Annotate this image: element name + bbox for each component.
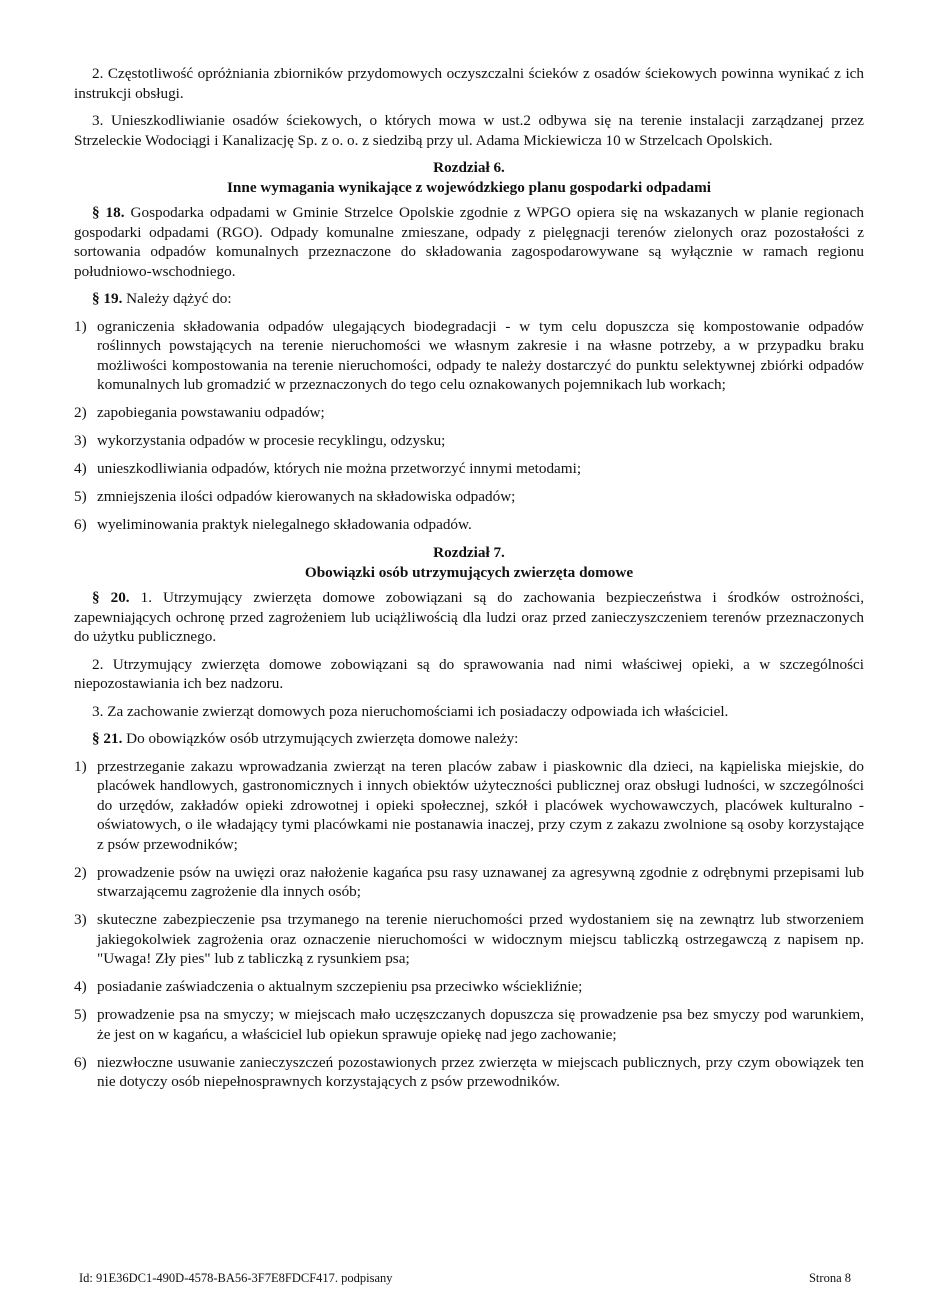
chapter-6-title: Inne wymagania wynikające z wojewódzkiego planu gospodarki odpadami (227, 178, 711, 196)
chapter-6-heading (74, 158, 864, 197)
list-item-number: 1) (74, 317, 87, 335)
paragraph-17-3: 3. Unieszkodliwianie osadów ściekowych, o których mowa w ust.2 odbywa się na terenie instalacji zarządzanej przez Strzeleckie Wodociągi i Kanalizację Sp. z o. o. z siedzibą przy ul. Adama Mickiewicza 10 w Strzelcach Opolskich. (74, 112, 864, 149)
list-item (74, 317, 864, 395)
list-item-number: 3) (74, 432, 87, 449)
section-19-intro (74, 289, 864, 309)
chapter-7-title: Obowiązki osób utrzymujących zwierzęta domowe (304, 563, 634, 581)
list-item (74, 977, 864, 997)
section-18-label: § 18. (92, 204, 125, 221)
section-20-3: 3. Za zachowanie zwierząt domowych poza nieruchomościami ich posiadaczy odpowiada ich właściciel. (92, 702, 729, 720)
list-item (74, 1053, 864, 1092)
list-item (74, 910, 864, 969)
chapter-7-heading (74, 543, 864, 582)
list-item (74, 431, 864, 451)
chapter-6-number: Rozdział 6. (433, 159, 505, 176)
section-20-2: 2. Utrzymujący zwierzęta domowe zobowiązani są do sprawowania nad nimi właściwej opieki, a w szczególności niepozostawiania ich bez nadzoru. (74, 655, 864, 692)
list-item-number: 3) (74, 911, 87, 928)
list-item (74, 459, 864, 479)
page-footer (79, 1269, 851, 1289)
section-21-text: Do obowiązków osób utrzymujących zwierzęta domowe należy: (122, 730, 519, 747)
list-item-text: wyeliminowania praktyk nielegalnego składowania odpadów. (97, 516, 472, 533)
list-item-number: 6) (74, 1053, 87, 1071)
list-item-number: 2) (74, 863, 87, 881)
list-item-text: niezwłoczne usuwanie zanieczyszczeń pozostawionych przez zwierzęta w miejscach publicznych, przy czym obowiązek ten nie dotyczy osób niepełnosprawnych korzystających z psów przewodników. (97, 1053, 864, 1090)
list-item-number: 2) (74, 404, 87, 421)
document-id: Id: 91E36DC1-490D-4578-BA56-3F7E8FDCF417. podpisany (79, 1271, 393, 1285)
list-item (74, 863, 864, 902)
paragraph-17-2: 2. Częstotliwość opróżniania zbiorników przydomowych oczyszczalni ścieków z osadów ściekowych powinna wynikać z ich instrukcji obsługi. (74, 65, 864, 102)
list-item-number: 6) (74, 516, 87, 533)
section-19-list (74, 317, 864, 535)
section-20-1 (74, 588, 864, 647)
section-21-intro (74, 729, 864, 749)
list-item-number: 5) (74, 1006, 87, 1023)
list-item-text: zapobiegania powstawaniu odpadów; (97, 404, 325, 421)
list-item-text: zmniejszenia ilości odpadów kierowanych na składowiska odpadów; (97, 488, 516, 505)
section-21-label: § 21. (92, 730, 123, 747)
list-item-text: ograniczenia składowania odpadów ulegających biodegradacji - w tym celu dopuszcza się kompostowanie odpadów roślinnych powstających na terenie nieruchomości we własnym zakresie i na własne potrzeby, a w przypadku braku możliwości kompostowania na terenie nieruchomości, odpady te należy dostarczyć do punktu selektywnej zbiórki odpadów komunalnych lub gromadzić w przeznaczonych do tego celu oznakowanych pojemnikach lub workach; (97, 317, 864, 393)
list-item-text: prowadzenie psa na smyczy; w miejscach mało uczęszczanych dopuszcza się prowadzenie psa bez smyczy pod warunkiem, że jest on w kagańcu, a właściciel lub opiekun sprawuje opiekę nad jego zachowanie; (97, 1006, 864, 1043)
list-item (74, 403, 864, 423)
document-page (74, 64, 864, 1100)
list-item-number: 1) (74, 757, 87, 775)
list-item-text: posiadanie zaświadczenia o aktualnym szczepieniu psa przeciwko wściekliźnie; (97, 978, 583, 995)
list-item (74, 757, 864, 855)
section-18 (74, 203, 864, 281)
list-item (74, 487, 864, 507)
section-19-text: Należy dążyć do: (122, 290, 232, 307)
chapter-7-number: Rozdział 7. (433, 544, 505, 561)
list-item-number: 5) (74, 488, 87, 505)
list-item-text: unieszkodliwiania odpadów, których nie można przetworzyć innymi metodami; (97, 460, 582, 477)
section-20-label: § 20. (92, 589, 130, 606)
list-item-number: 4) (74, 460, 87, 477)
list-item (74, 1005, 864, 1044)
list-item (74, 515, 864, 535)
list-item-text: wykorzystania odpadów w procesie recyklingu, odzysku; (97, 432, 446, 449)
section-20-1-text: 1. Utrzymujący zwierzęta domowe zobowiązani są do zachowania bezpieczeństwa i środków ostrożności, zapewniających ochronę przed zagrożeniem lub uciążliwością dla ludzi oraz przed zanieczyszczeniem terenów przeznaczonych do użytku publicznego. (74, 589, 865, 645)
list-item-text: skuteczne zabezpieczenie psa trzymanego na terenie nieruchomości przed wydostaniem się na zewnątrz lub stworzeniem jakiegokolwiek zagrożenia oraz oznaczenie nieruchomości w widocznym miejscu tabliczką ostrzegawczą z napisem np. "Uwaga! Zły pies" lub z tabliczką z rysunkiem psa; (97, 911, 864, 967)
section-18-text: Gospodarka odpadami w Gminie Strzelce Opolskie zgodnie z WPGO opiera się na wskazanych w planie regionach gospodarki odpadami (RGO). Odpady komunalne zmieszane, odpady z pielęgnacji terenów zielonych oraz pozostałości z sortowania odpadów komunalnych przeznaczone do składowania zagospodarowywane są wyłącznie w ramach regionu południowo-wschodniego. (74, 204, 864, 280)
section-19-label: § 19. (92, 290, 123, 307)
section-21-list (74, 757, 864, 1092)
page-number: Strona 8 (808, 1271, 851, 1285)
list-item-number: 4) (74, 978, 87, 995)
list-item-text: przestrzeganie zakazu wprowadzania zwierząt na teren placów zabaw i piaskownic dla dzieci, na kąpieliska miejskie, do placówek handlowych, gastronomicznych i innych obiektów użyteczności publicznej oraz obsługi ludności, w szczególności do urzędów, zakładów opieki zdrowotnej i opieki społecznej, szkół i placówek wychowawczych, placówek kulturalno - oświatowych, o ile władający tymi placówkami nie postanawia inaczej, przy czym z zakazu zwolnione są osoby korzystające z psów przewodników; (97, 757, 864, 853)
list-item-text: prowadzenie psów na uwięzi oraz nałożenie kagańca psu rasy uznawanej za agresywną zgodnie z odrębnymi przepisami lub stwarzającemu zagrożenie dla innych osób; (97, 863, 864, 900)
